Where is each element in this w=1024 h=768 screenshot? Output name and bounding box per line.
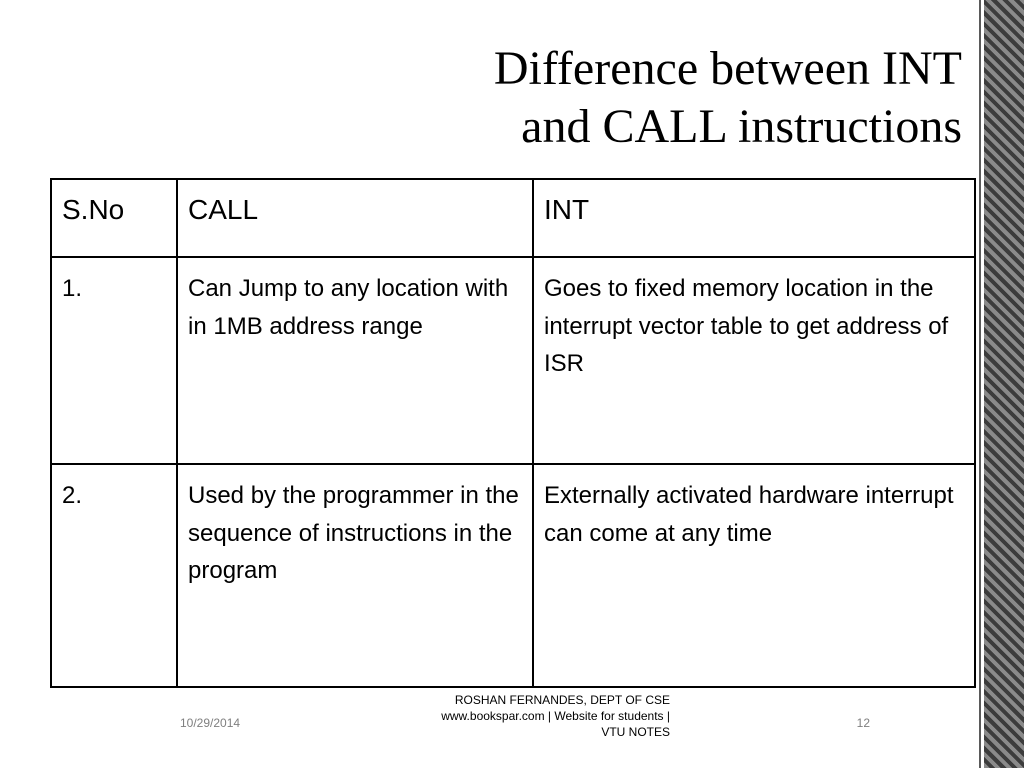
footer-credit-line-2: www.bookspar.com | Website for students | [441, 709, 670, 723]
row-1-sno: 1. [51, 257, 177, 464]
row-2-int: Externally activated hardware interrupt can come at any time [533, 464, 975, 687]
table-row [51, 464, 975, 687]
table-row [51, 257, 975, 464]
table-header-row [51, 179, 975, 257]
header-sno: S.No [51, 179, 177, 257]
decorative-side-strip [984, 0, 1024, 768]
comparison-table [50, 178, 976, 688]
comparison-table-container [50, 178, 974, 688]
footer-date: 10/29/2014 [180, 716, 241, 730]
slide-title [262, 40, 962, 156]
header-call: CALL [177, 179, 533, 257]
header-int: INT [533, 179, 975, 257]
page-number: 12 [856, 716, 870, 730]
row-1-call: Can Jump to any location with in 1MB address range [177, 257, 533, 464]
slide-title-line-2: and CALL instructions [521, 100, 962, 153]
footer-credit-line-3: VTU NOTES [601, 725, 670, 739]
row-2-call: Used by the programmer in the sequence of instructions in the program [177, 464, 533, 687]
row-2-sno: 2. [51, 464, 177, 687]
footer-credit-line-1: ROSHAN FERNANDES, DEPT OF CSE [454, 693, 670, 707]
slide-title-line-1: Difference between INT [493, 42, 962, 95]
footer-credit [360, 692, 670, 740]
row-1-int: Goes to fixed memory location in the interrupt vector table to get address of ISR [533, 257, 975, 464]
